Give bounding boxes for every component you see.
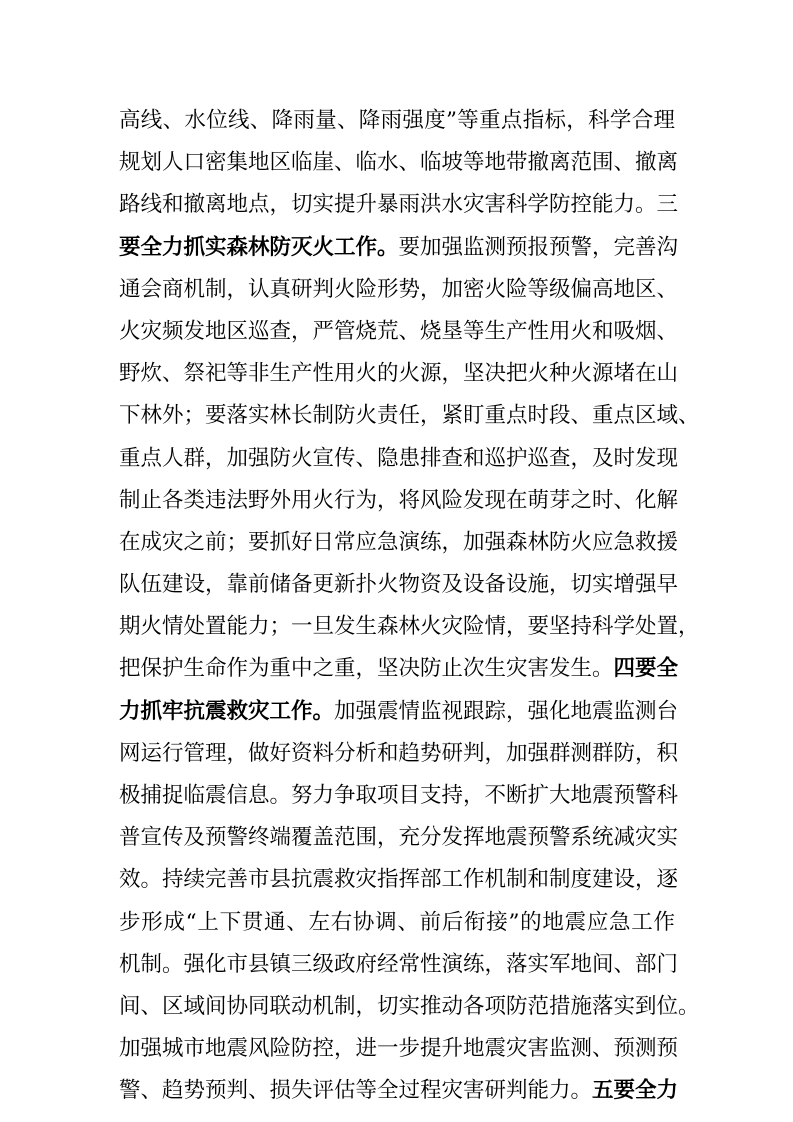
text-line: [119, 944, 679, 986]
text-line: [119, 142, 679, 184]
body-text-segment: 在成灾之前；要抓好日常应急演练，加强森林防火应急救援: [119, 529, 679, 555]
body-text-segment: 野炊、祭祀等非生产性用火的火源，坚决把火种火源堵在山: [119, 361, 679, 387]
body-text-segment: 火灾频发地区巡查，严管烧荒、烧垦等生产性用火和吸烟、: [119, 318, 679, 344]
text-line: [119, 480, 679, 522]
body-text-segment: 普宣传及预警终端覆盖范围，充分发挥地震预警系统减灾实: [119, 825, 679, 851]
text-line: [119, 691, 679, 733]
body-text-segment: 高线、水位线、降雨量、降雨强度”等重点指标，科学合理: [119, 108, 675, 133]
body-text: [119, 100, 700, 1113]
body-text-segment: 加强震情监视跟踪，强化地震监测台: [334, 698, 679, 724]
text-line: [119, 1070, 679, 1112]
text-line: [119, 902, 675, 944]
body-text-segment: 规划人口密集地区临崖、临水、临坡等地带撤离范围、撤离: [119, 150, 679, 176]
bold-heading-text: 四要全: [613, 656, 679, 682]
text-line: [119, 311, 679, 353]
text-line: [119, 606, 700, 648]
body-text-segment: 极捕捉临震信息。努力争取项目支持，不断扩大地震预警科: [119, 783, 679, 808]
body-text-segment: 通会商机制，认真研判火险形势，加密火险等级偏高地区、: [119, 276, 679, 302]
text-line: [119, 648, 679, 690]
body-text-segment: 效。持续完善市县抗震救灾指挥部工作机制和制度建设，逐: [119, 867, 679, 893]
text-line: [119, 564, 679, 606]
text-line: [119, 522, 679, 564]
body-text-segment: 制止各类违法野外用火行为，将风险发现在萌芽之时、化解: [119, 487, 679, 513]
text-line: [119, 184, 679, 226]
body-text-segment: 网运行管理，做好资料分析和趋势研判，加强群测群防，积: [119, 740, 679, 766]
body-text-segment: 要加强监测预报预警，完善沟: [398, 234, 679, 260]
text-line: [119, 438, 679, 480]
body-text-segment: 机制。强化市县镇三级政府经常性演练，落实军地间、部门: [119, 951, 679, 977]
body-text-segment: 步形成“上下贯通、左右协调、前后衔接”的地震应急工作: [119, 909, 675, 935]
body-text-segment: 加强城市地震风险防控，进一步提升地震灾害监测、预测预: [119, 1036, 679, 1062]
text-line: [119, 775, 679, 817]
bold-heading-text: 力抓牢抗震救灾工作。: [119, 698, 335, 724]
text-line: [119, 986, 700, 1028]
body-text-segment: 间、区域间协同联动机制，切实推动各项防范措施落实到位。: [119, 993, 700, 1019]
body-text-segment: 队伍建设，靠前储备更新扑火物资及设备设施，切实增强早: [119, 572, 679, 598]
text-line: [119, 395, 700, 437]
body-text-segment: 期火情处置能力；一旦发生森林火灾险情，要坚持科学处置，: [119, 614, 700, 640]
bold-heading-text: 五要全力: [592, 1078, 679, 1104]
text-line: [119, 817, 679, 859]
body-text-segment: 重点人群，加强防火宣传、隐患排查和巡护巡查，及时发现: [119, 445, 679, 471]
bold-heading-text: 要全力抓实森林防灭火工作。: [119, 234, 399, 260]
text-line: [119, 1028, 679, 1070]
body-text-segment: 警、趋势预判、损失评估等全过程灾害研判能力。: [119, 1078, 593, 1104]
text-line: [119, 100, 675, 142]
text-line: [119, 859, 679, 901]
body-text-segment: 路线和撤离地点，切实提升暴雨洪水灾害科学防控能力。三: [119, 192, 679, 218]
body-text-segment: 下林外；要落实林长制防火责任，紧盯重点时段、重点区域、: [119, 403, 700, 429]
text-line: [119, 227, 679, 269]
text-line: [119, 269, 679, 311]
text-line: [119, 353, 679, 395]
body-text-segment: 把保护生命作为重中之重，坚决防止次生灾害发生。: [119, 656, 614, 682]
text-line: [119, 733, 679, 775]
